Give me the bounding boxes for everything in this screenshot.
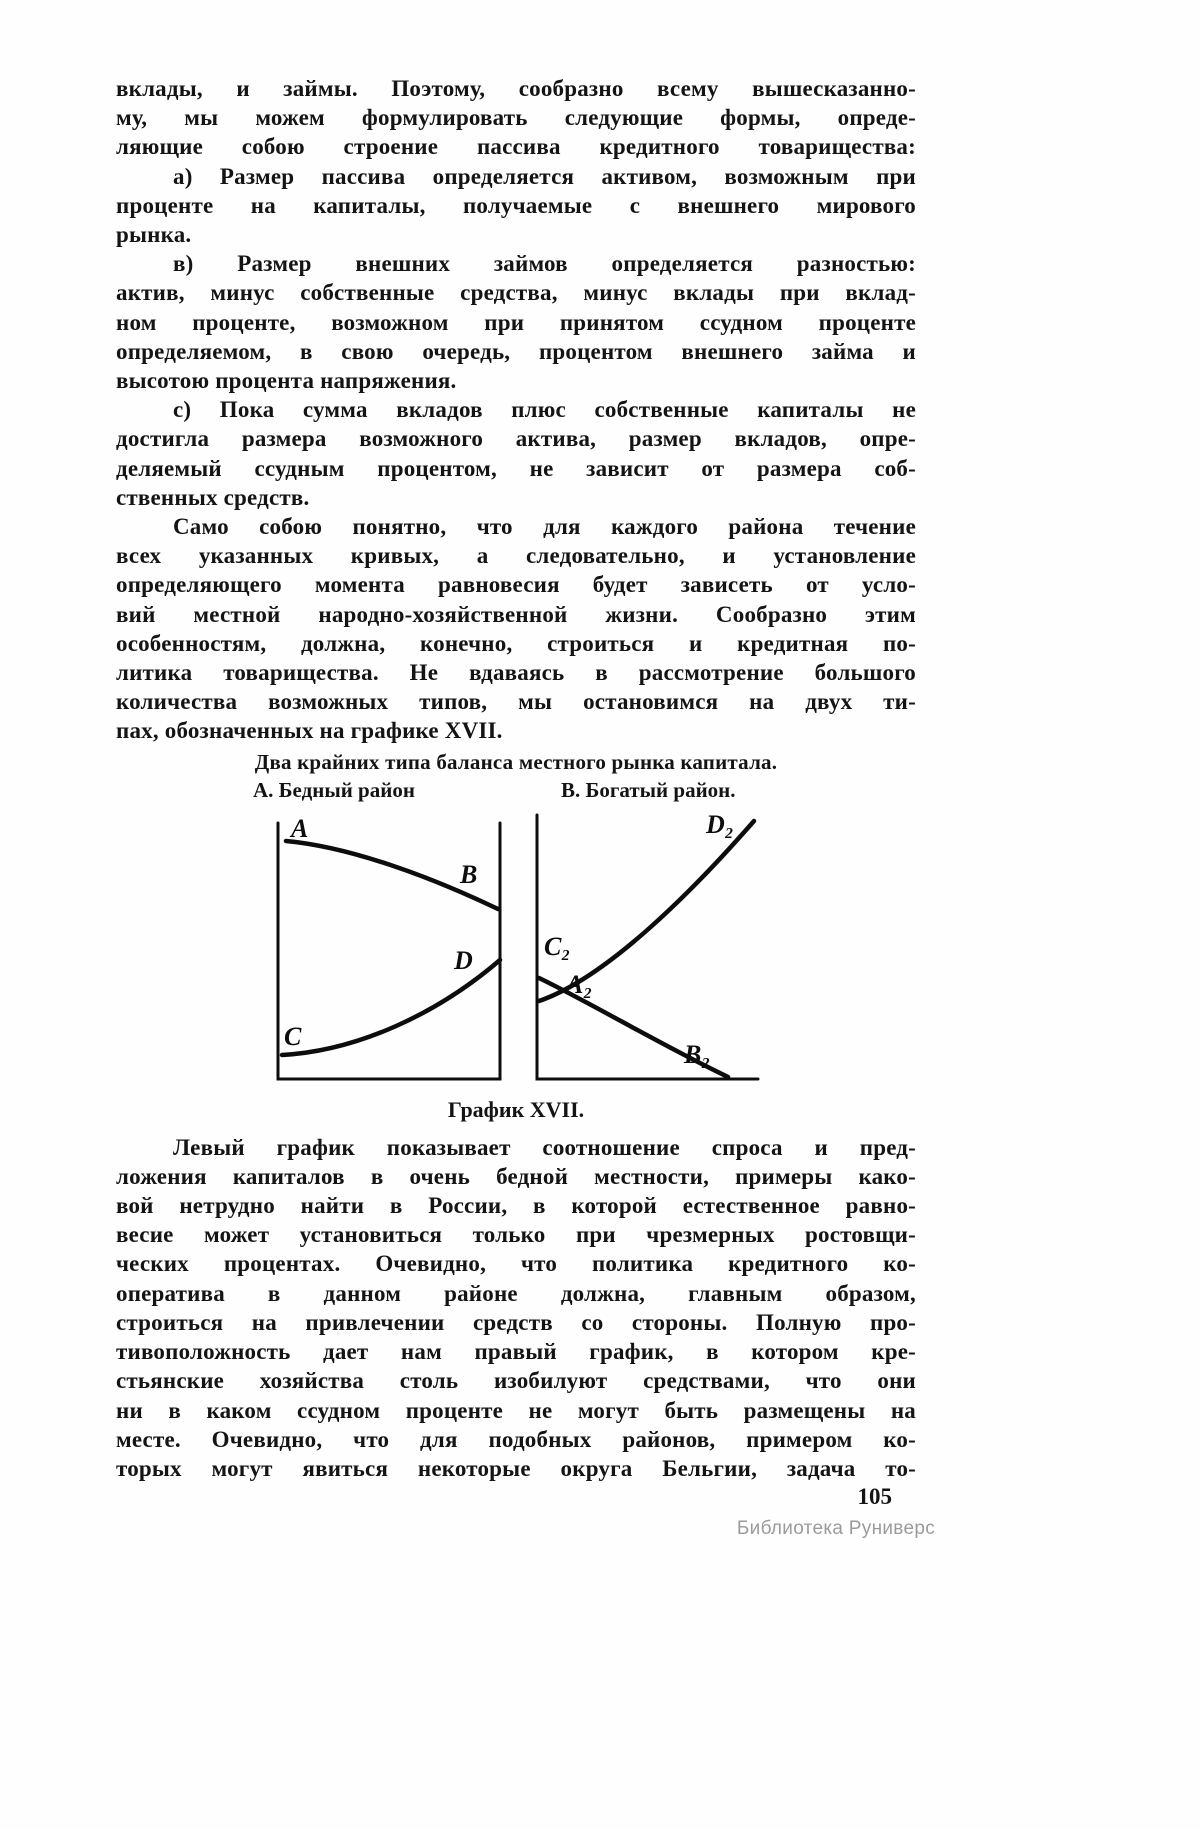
text-line: вий местной народно-хозяйственной жизни. Сообразно этим	[116, 601, 916, 627]
paragraph	[116, 74, 916, 162]
right-curve-label-a2: A₂	[566, 969, 593, 999]
text-line: тивоположность дает нам правый график, в котором кре-	[116, 1339, 916, 1365]
text-line: оператива в данном районе должна, главным образом,	[116, 1280, 916, 1306]
text-line: особенностям, должна, конечно, строиться и кредитная по-	[116, 630, 916, 656]
right-curve-label-d2: D₂	[706, 812, 734, 839]
text-line: а) Размер пассива определяется активом, возможным при	[173, 163, 916, 189]
page-number: 105	[857, 1484, 892, 1509]
text-line: вой нетрудно найти в России, в которой естественное равно-	[116, 1193, 916, 1219]
figure-caption-title: Два крайних типа баланса местного рынка капитала.	[254, 749, 778, 774]
right-curve-label-c2: C₂	[544, 931, 571, 961]
text-line: с) Пока сумма вкладов плюс собственные капиталы не	[173, 397, 916, 423]
text-line: Само собою понятно, что для каждого района течение	[173, 514, 916, 540]
right-graph-rich-district	[537, 813, 758, 1079]
figure-caption-right: В. Богатый район.	[560, 777, 736, 802]
text-line: пах, обозначенных на графике XVII.	[116, 718, 503, 744]
text-line: весие может установиться только при чрезмерных ростовщи-	[116, 1222, 916, 1248]
text-line: месте. Очевидно, что для подобных районов, примером ко-	[116, 1426, 916, 1452]
text-line: определяющего момента равновесия будет зависеть от усло-	[116, 572, 916, 598]
text-line: ном проценте, возможном при принятом ссудном проценте	[116, 309, 916, 335]
text-line: торых могут явиться некоторые округа Бельгии, задача то-	[116, 1455, 916, 1481]
text-column	[116, 74, 916, 1483]
text-line: определяемом, в свою очередь, процентом внешнего займа и	[116, 338, 916, 364]
text-line: проценте на капиталы, получаемые с внешнего мирового	[116, 192, 916, 218]
body-text-top	[116, 74, 916, 746]
paragraph	[116, 512, 916, 746]
text-line: му, мы можем формулировать следующие формы, опреде-	[116, 105, 916, 131]
paragraph	[116, 395, 916, 512]
figure-label: График XVII.	[447, 1096, 585, 1122]
text-line: количества возможных типов, мы остановимся на двух ти-	[116, 689, 916, 715]
text-line: высотою процента напряжения.	[116, 368, 457, 394]
text-line: рынка.	[116, 222, 192, 248]
text-line: ложения капиталов в очень бедной местности, примеры како-	[116, 1163, 916, 1189]
figure-caption-row	[116, 778, 916, 803]
text-line: всех указанных кривых, а следовательно, и установление	[116, 543, 916, 569]
left-curve-label-b: B	[460, 859, 478, 889]
paragraph	[116, 249, 916, 395]
text-line: литика товарищества. Не вдаваясь в рассмотрение большого	[116, 660, 916, 686]
right-curve-label-b2: B₂	[684, 1039, 711, 1069]
paragraph	[116, 162, 916, 250]
text-line: вклады, и займы. Поэтому, сообразно всему вышесказанно-	[116, 76, 916, 101]
text-line: ляющие собою строение пассива кредитного товарищества:	[116, 134, 916, 160]
text-line: достигла размера возможного актива, размер вкладов, опре-	[116, 426, 916, 452]
body-text-bottom	[116, 1133, 916, 1483]
text-line: стьянские хозяйства столь изобилуют средствами, что они	[116, 1368, 916, 1394]
text-line: Левый график показывает соотношение спроса и пред-	[173, 1134, 916, 1160]
figure-caption-left: А. Бедный район	[253, 777, 415, 802]
left-graph-poor-district	[278, 814, 500, 1079]
left-curve-label-d: D	[454, 945, 473, 975]
library-watermark: Библиотека Руниверс	[736, 1518, 935, 1539]
text-line: ни в каком ссудном проценте не могут быть размещены на	[116, 1397, 916, 1423]
text-line: строиться на привлечении средств со стороны. Полную про-	[116, 1309, 916, 1335]
paragraph	[116, 1133, 916, 1483]
left-curve-label-a: A	[291, 813, 309, 843]
left-curve-label-c: C	[284, 1021, 302, 1051]
text-line: актив, минус собственные средства, минус вклады при вклад-	[116, 280, 916, 306]
text-line: в) Размер внешних займов определяется разностью:	[173, 251, 916, 277]
figure-graph-xvii	[136, 813, 836, 1089]
text-line: ственных средств.	[116, 484, 310, 510]
text-line: деляемый ссудным процентом, не зависит от размера соб-	[116, 455, 916, 481]
text-line: ческих процентах. Очевидно, что политика кредитного ко-	[116, 1251, 916, 1277]
